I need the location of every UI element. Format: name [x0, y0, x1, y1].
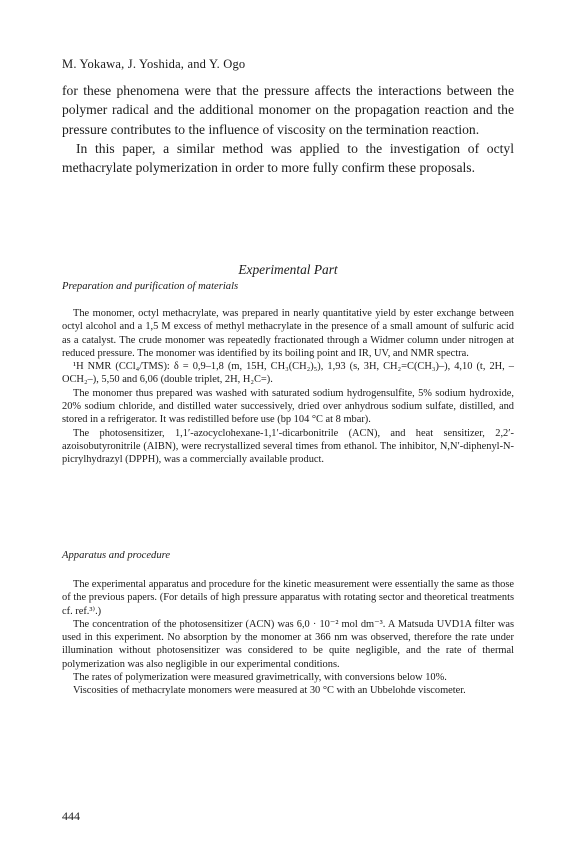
page-number: 444	[62, 809, 80, 823]
apparatus-section	[62, 578, 514, 698]
materials-paragraph-3: The monomer thus prepared was washed with saturated sodium hydrogensulfite, 5% sodium hydroxide, 20% sodium chloride, and distilled water successively, dried over anhydrous sodium sulfate, distilled, and stored in a refrigerator. It was redistilled before use (bp 104 °C at 8 mbar).	[62, 387, 514, 426]
running-head-authors: M. Yokawa, J. Yoshida, and Y. Ogo	[62, 57, 246, 71]
materials-paragraph-4: The photosensitizer, 1,1′-azocyclohexane-1,1′-dicarbonitrile (ACN), and heat sensitizer, 2,2′-azoisobutyronitrile (AIBN), were recrystallized several times from ethanol. The inhibitor, N,N′-diphenyl-N-picrylhydrazyl (DPPH), was a commercially available product.	[62, 427, 514, 466]
intro-paragraph-2: In this paper, a similar method was applied to the investigation of octyl methacrylate polymerization in order to more fully confirm these proposals.	[62, 140, 514, 176]
materials-paragraph-1: The monomer, octyl methacrylate, was prepared in nearly quantitative yield by ester exchange between octyl alcohol and a 1,5 M excess of methyl methacrylate in the presence of a small amount of sulfuric acid as a catalyst. The crude monomer was repeatedly fractionated through a Widmer column under nitrogen at reduced pressure. The monomer was identified by its boiling point and IR, UV, and NMR spectra.	[62, 308, 514, 359]
apparatus-paragraph-2: The concentration of the photosensitizer (ACN) was 6,0 · 10⁻² mol dm⁻³. A Matsuda UVD1A filter was used in this experiment. No absorption by the monomer at 366 nm was observed, therefore the rate under illumination without photosensitizer was considered to be quite negligible, and the rate of thermal polymerization was also negligible in our experimental conditions.	[62, 618, 514, 670]
materials-section	[62, 307, 514, 467]
apparatus-paragraph-4: Viscosities of methacrylate monomers were measured at 30 °C with an Ubbelohde viscometer.	[73, 685, 466, 697]
apparatus-paragraph-3: The rates of polymerization were measured gravimetrically, with conversions below 10%.	[73, 672, 447, 684]
intro-paragraph-1: for these phenomena were that the pressure affects the interactions between the polymer radical and the additional monomer on the propagation reaction and the pressure contributes to the influence of viscosity on the termination reaction.	[62, 83, 514, 137]
intro-text	[62, 81, 514, 177]
apparatus-paragraph-1: The experimental apparatus and procedure for the kinetic measurement were essentially the same as those of the previous papers. (For details of high pressure apparatus with rotating sector and theoretical treatments cf. ref.³⁾.)	[62, 579, 514, 617]
apparatus-heading: Apparatus and procedure	[62, 550, 171, 561]
nmr-data-paragraph: ¹H NMR (CCl₄/TMS): δ = 0,9–1,8 (m, 15H, CH₃(CH₂)₅), 1,93 (s, 3H, CH₂=C(CH₃)–), 4,10 (t, 2H, –OCH₂–), 5,50 and 6,06 (double triplet, 2H, H₂C=).	[62, 361, 514, 386]
section-title: Experimental Part	[238, 262, 338, 277]
materials-heading: Preparation and purification of materials	[62, 281, 239, 292]
